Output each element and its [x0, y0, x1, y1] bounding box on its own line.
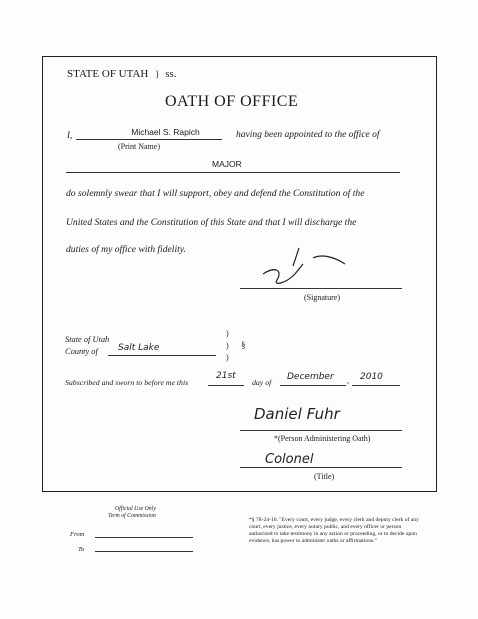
month-value: December — [287, 372, 334, 382]
administrator-caption: *(Person Administering Oath) — [274, 434, 371, 443]
header-brace: } — [155, 69, 160, 79]
i-label: I, — [67, 130, 73, 140]
to-line — [95, 551, 193, 552]
page-title: OATH OF OFFICE — [165, 93, 299, 110]
signature-line — [240, 288, 402, 289]
venue-brace-mid: ) — [226, 341, 229, 350]
print-name-line — [76, 139, 222, 140]
oath-signature-mark — [255, 244, 355, 294]
office-line — [66, 172, 400, 173]
administrator-line — [240, 430, 402, 431]
from-label: From — [70, 531, 85, 538]
print-name-value: Michael S. Rapich — [131, 127, 200, 137]
state-header — [67, 68, 177, 80]
day-line — [208, 385, 244, 386]
oath-line-1: do solemnly swear that I will support, obey and defend the Constitution of the — [66, 188, 365, 199]
appointed-text: having been appointed to the office of — [236, 130, 380, 140]
day-value: 21st — [216, 371, 236, 381]
official-use-heading: Official Use Only — [115, 506, 156, 512]
term-heading: Term of Commission — [108, 513, 156, 519]
county-line — [108, 355, 216, 356]
footnote: *§ 78-24-16. "Every court, every judge, every clerk and deputy clerk of any court, every justice, every notary public, and every officer or person authorized to take testimony in any action or proceeding, or to decide upon evidence, has power to administer oaths or affirmations." — [249, 517, 419, 544]
title-line — [240, 467, 402, 468]
day-of-label: day of — [252, 378, 272, 387]
year-value: 2010 — [360, 372, 383, 382]
subscribed-text: Subscribed and sworn to before me this — [65, 378, 189, 387]
county-label: County of — [65, 347, 98, 356]
section-mark: § — [241, 340, 246, 350]
state-label: STATE OF UTAH — [67, 68, 149, 80]
oath-line-2: United States and the Constitution of this State and that I will discharge the — [66, 217, 357, 228]
year-line — [352, 385, 400, 386]
month-line — [280, 385, 346, 386]
venue-brace-bot: ) — [226, 353, 229, 362]
county-value: Salt Lake — [118, 343, 160, 353]
administrator-signature: Daniel Fuhr — [254, 405, 340, 423]
state-of-utah-label: State of Utah — [65, 335, 110, 344]
from-line — [95, 537, 193, 538]
office-value: MAJOR — [212, 159, 242, 169]
date-comma: , — [347, 376, 349, 385]
title-value: Colonel — [265, 452, 314, 467]
title-caption: (Title) — [314, 472, 335, 481]
to-label: To — [78, 546, 85, 553]
print-name-caption: (Print Name) — [118, 142, 160, 151]
signature-caption: (Signature) — [304, 293, 340, 302]
venue-brace-top: ) — [226, 329, 229, 338]
form-border — [42, 56, 437, 492]
oath-line-3: duties of my office with fidelity. — [66, 244, 186, 255]
ss-label: ss. — [165, 68, 177, 80]
